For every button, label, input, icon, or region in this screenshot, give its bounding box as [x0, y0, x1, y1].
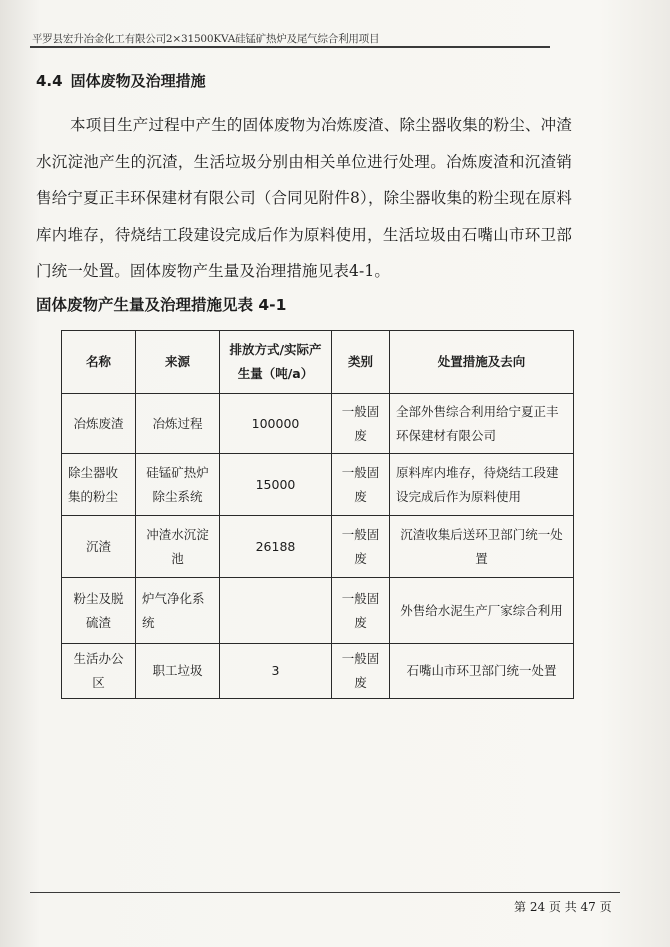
- cell-source: 硅锰矿热炉除尘系统: [136, 454, 220, 516]
- body-paragraph: 本项目生产过程中产生的固体废物为冶炼废渣、除尘器收集的粉尘、冲渣水沉淀池产生的沉渣，生活垃圾分别由相关单位进行处理。冶炼废渣和沉渣销售给宁夏正丰环保建材有限公司（合同见附件8），除尘器收集的粉尘现在原料库内堆存，待烧结工段建设完成后作为原料使用，生活垃圾由石嘴山市环卫部门统一处置。固体废物产生量及治理措施见表4-1。: [36, 116, 572, 280]
- cell-measure: 石嘴山市环卫部门统一处置: [390, 644, 574, 699]
- table-row: [62, 394, 574, 454]
- header-measure: 处置措施及去向: [390, 331, 574, 394]
- section-heading: [36, 70, 206, 91]
- cell-category: 一般固废: [332, 578, 390, 644]
- cell-category: 一般固废: [332, 394, 390, 454]
- cell-source: 炉气净化系统: [136, 578, 220, 644]
- header-rule: [30, 46, 550, 48]
- cell-name: 冶炼废渣: [62, 394, 136, 454]
- cell-source: 冲渣水沉淀池: [136, 516, 220, 578]
- header-amount: 排放方式/实际产生量（吨/a）: [220, 331, 332, 394]
- header-category: 类别: [332, 331, 390, 394]
- cell-category: 一般固废: [332, 516, 390, 578]
- cell-measure: 原料库内堆存，待烧结工段建设完成后作为原料使用: [390, 454, 574, 516]
- table-row: [62, 454, 574, 516]
- section-number: 4.4: [36, 72, 63, 90]
- cell-name: 沉渣: [62, 516, 136, 578]
- cell-name: 粉尘及脱硫渣: [62, 578, 136, 644]
- cell-amount: [220, 578, 332, 644]
- cell-amount: 100000: [220, 394, 332, 454]
- table-row: [62, 578, 574, 644]
- running-header: 平罗县宏升冶金化工有限公司2×31500KVA硅锰矿热炉及尾气综合利用项目: [32, 33, 380, 45]
- cell-category: 一般固废: [332, 454, 390, 516]
- cell-amount: 3: [220, 644, 332, 699]
- solid-waste-table: [61, 330, 574, 699]
- table-caption: 固体废物产生量及治理措施见表 4-1: [36, 296, 287, 314]
- table-row: [62, 516, 574, 578]
- header-name: 名称: [62, 331, 136, 394]
- cell-measure: 外售给水泥生产厂家综合利用: [390, 578, 574, 644]
- cell-amount: 26188: [220, 516, 332, 578]
- footer-rule: [30, 892, 620, 893]
- cell-amount: 15000: [220, 454, 332, 516]
- cell-source: 冶炼过程: [136, 394, 220, 454]
- page-number: 第 24 页 共 47 页: [514, 900, 612, 914]
- header-source: 来源: [136, 331, 220, 394]
- cell-name: 生活办公区: [62, 644, 136, 699]
- table-header-row: [62, 331, 574, 394]
- cell-measure: 全部外售综合利用给宁夏正丰环保建材有限公司: [390, 394, 574, 454]
- cell-category: 一般固废: [332, 644, 390, 699]
- cell-name: 除尘器收集的粉尘: [62, 454, 136, 516]
- table-row: [62, 644, 574, 699]
- cell-measure: 沉渣收集后送环卫部门统一处置: [390, 516, 574, 578]
- cell-source: 职工垃圾: [136, 644, 220, 699]
- section-title: 固体废物及治理措施: [70, 72, 206, 90]
